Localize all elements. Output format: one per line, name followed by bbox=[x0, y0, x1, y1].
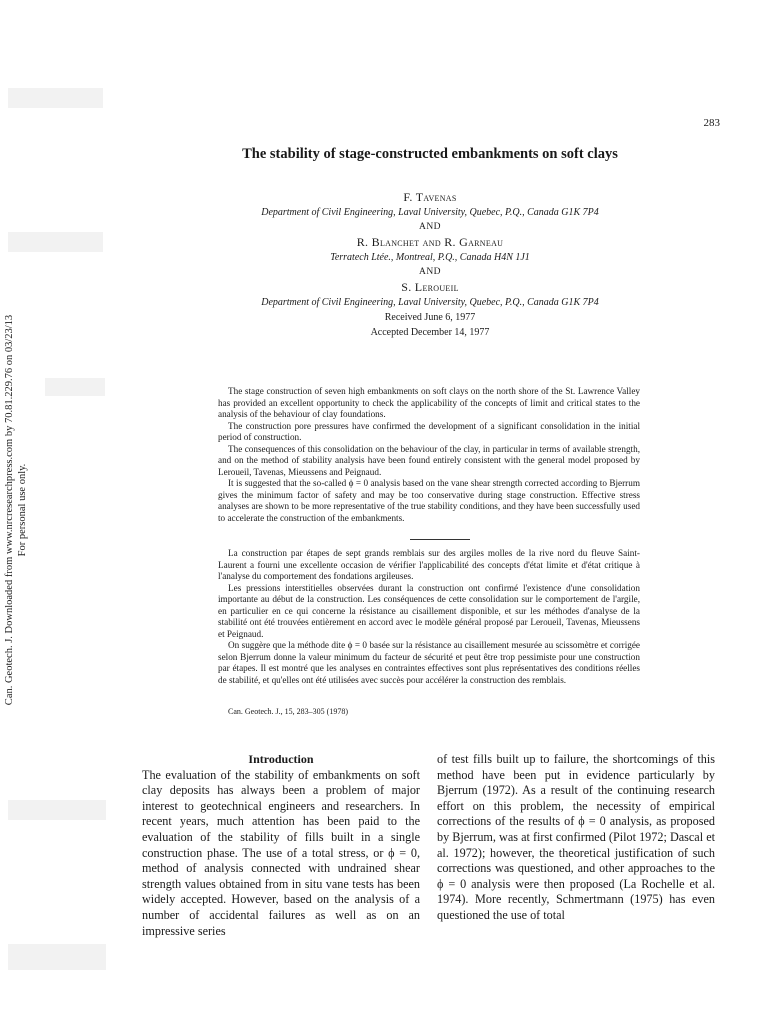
abstract-english bbox=[218, 386, 640, 524]
abstract-paragraph-4: It is suggested that the so-called ϕ = 0 analysis based on the vane shear strength corrected according to Bjerrum gives the minimum factor of safety and may be too conservative during stage construction. Effective stress analyses are shown to be more representative of the true stability conditions, and they have been successfully used to accelerate the construction of the embankments. bbox=[218, 478, 640, 523]
watermark-line-1: Can. Geotech. J. Downloaded from www.nrcresearchpress.com by 70.81.229.76 on 03/23/13 bbox=[4, 314, 15, 706]
body-text-right: of test fills built up to failure, the shortcomings of this method have been put in evidence particularly by Bjerrum (1972). As a result of the continuing research effort on this problem, the necessity of empirical corrections of the results of ϕ = 0 analysis, as proposed by Bjerrum, was at first confirmed (Pilot 1972; Dascal et al. 1972); however, the theoretical justification of such corrections was questioned, and other approaches to the ϕ = 0 analysis were then proposed (La Rochelle et al. 1974). More recently, Schmertmann (1975) has even questioned the use of total bbox=[437, 752, 715, 922]
author-3-affiliation: Department of Civil Engineering, Laval University, Quebec, P.Q., Canada G1K 7P4 bbox=[261, 297, 599, 308]
author-block bbox=[0, 190, 768, 340]
resume-paragraph-1: La construction par étapes de sept grands remblais sur des argiles molles de la rive nord du fleuve Saint-Laurent a fourni une excellente occasion de vérifier l'applicabilité des concepts d'état limite et d'état critique à l'analyse du comportement des fondations argileuses. bbox=[218, 548, 640, 581]
author-conjunction-1: AND bbox=[418, 222, 442, 232]
abstract-paragraph-1: The stage construction of seven high embankments on soft clays on the north shore of the St. Lawrence Valley has provided an excellent opportunity to check the applicability of the concepts of limit and critical states to the analysis of the behaviour of clay foundations. bbox=[218, 386, 640, 419]
resume-paragraph-3: On suggère que la méthode dite ϕ = 0 basée sur la résistance au cisaillement mesurée au scissomètre et corrigée selon Bjerrum donne la valeur minimum du facteur de sécurité et peut être trop pessimiste pour une construction par étapes. Il est montré que les analyses en contraintes effectives sont plus représentatives des conditions réelles de stabilité, et qu'elles ont été utilisées avec succès pour accélérer la construction des remblais. bbox=[218, 640, 640, 685]
watermark-line-2: For personal use only. bbox=[17, 463, 28, 557]
body-column-right bbox=[437, 752, 715, 924]
body-column-left bbox=[142, 752, 420, 939]
resume-paragraph-2: Les pressions interstitielles observées durant la construction ont confirmé l'existence d'une consolidation importante au début de la construction. Les conséquences de cette consolidation sur le comportement de l'argile, en particulier en ce qui concerne la résistance au cisaillement disponible, et sur les méthodes d'analyse de la stabilité ont été trouvées entièrement en accord avec le modèle général proposé par Leroueil, Tavenas, Mieussens et Peignaud. bbox=[218, 582, 640, 639]
accepted-date: Accepted December 14, 1977 bbox=[370, 327, 490, 338]
abstract-divider bbox=[410, 539, 470, 540]
author-1-name: F. Tavenas bbox=[403, 190, 457, 204]
journal-citation: Can. Geotech. J., 15, 283–305 (1978) bbox=[228, 707, 348, 716]
scan-artifact bbox=[45, 378, 105, 396]
paper-title: The stability of stage-constructed embankments on soft clays bbox=[242, 146, 618, 162]
scan-artifact bbox=[8, 232, 103, 252]
abstract-paragraph-2: The construction pore pressures have confirmed the development of a significant consolidation in the initial period of construction. bbox=[218, 420, 640, 442]
author-2-name: R. Blanchet and R. Garneau bbox=[356, 235, 504, 249]
abstract-paragraph-3: The consequences of this consolidation on the behaviour of the clay, in particular in terms of available strength, and on the method of stability analysis have been found entirely consistent with the general model proposed by Leroueil, Tavenas, Mieussens and Peignaud. bbox=[218, 443, 640, 477]
scan-artifact bbox=[8, 944, 106, 970]
author-conjunction-2: AND bbox=[418, 267, 442, 277]
received-date: Received June 6, 1977 bbox=[384, 312, 476, 323]
body-text-left: The evaluation of the stability of embankments on soft clay deposits has always been a problem of major interest to geotechnical engineers and researchers. In recent years, much attention has been paid to the evaluation of the stability of fills built in a single construction phase. The use of a total stress, or ϕ = 0, method of analysis connected with undrained shear strength values obtained from in situ vane tests has been widely accepted. However, based on the analysis of a number of accidental failures as well as on an impressive series bbox=[142, 767, 420, 938]
scan-artifact bbox=[8, 88, 103, 108]
abstract-french bbox=[218, 548, 640, 686]
download-watermark bbox=[3, 270, 37, 750]
author-2-affiliation: Terratech Ltée., Montreal, P.Q., Canada H4N 1J1 bbox=[330, 252, 530, 263]
scan-artifact bbox=[8, 800, 106, 820]
page-number: 283 bbox=[703, 117, 720, 129]
author-1-affiliation: Department of Civil Engineering, Laval University, Quebec, P.Q., Canada G1K 7P4 bbox=[261, 207, 599, 218]
section-heading-introduction: Introduction bbox=[248, 752, 314, 766]
author-3-name: S. Leroueil bbox=[401, 280, 459, 294]
